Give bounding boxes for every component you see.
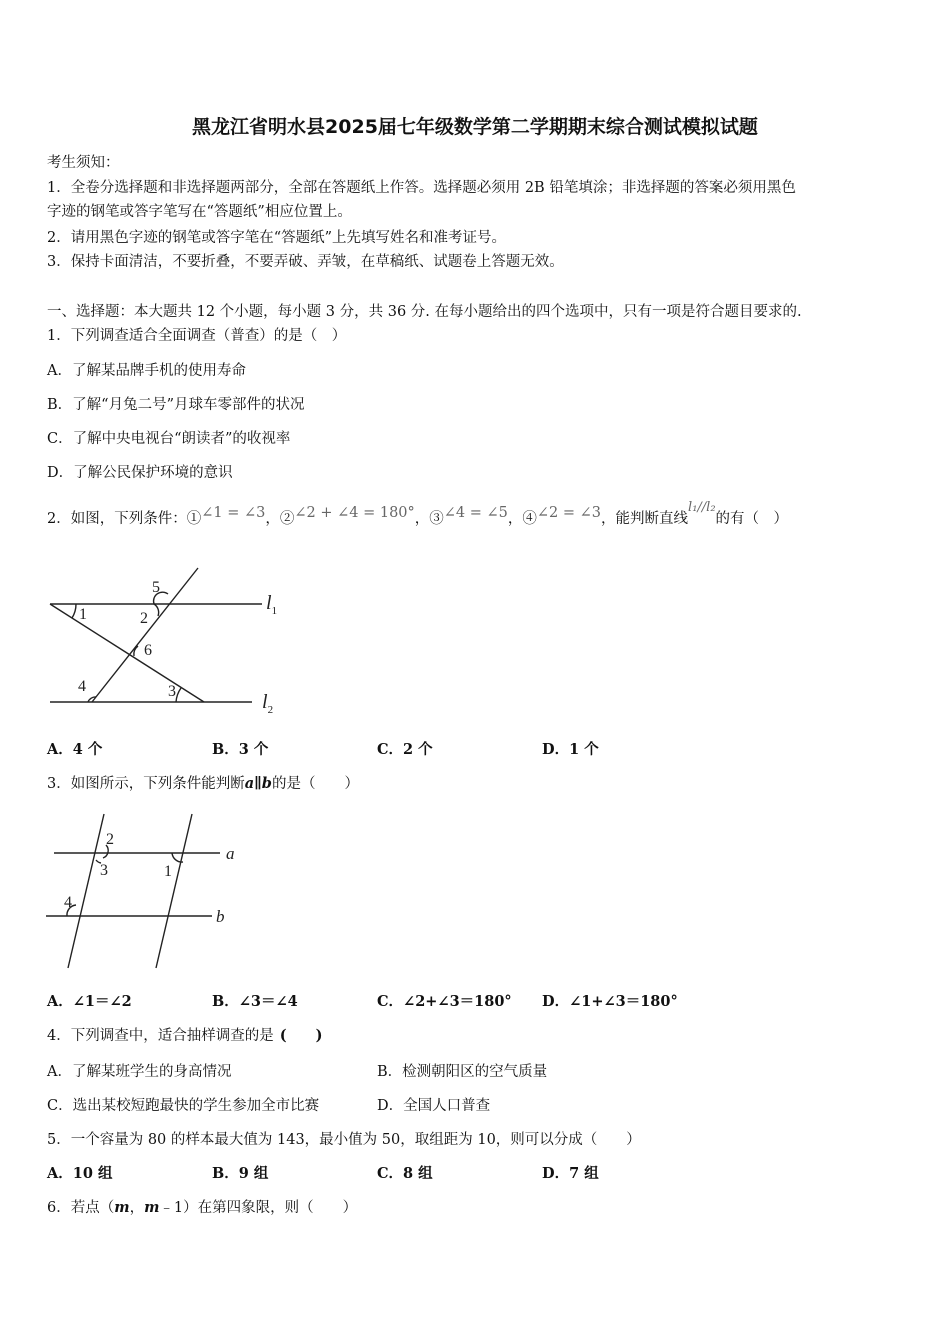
q4-stem-paren: ( ) [279, 1027, 323, 1044]
q2-transversal-1 [50, 604, 204, 702]
q2-angle-arc-1 [72, 604, 76, 618]
q4-stem-text: 4．下列调查中，适合抽样调查的是 [47, 1028, 274, 1044]
q3-label-3: 3 [100, 862, 108, 879]
q2-lines: l₁//l₂ [688, 500, 716, 515]
q3-option-d: D．∠1+∠3＝180° [542, 993, 678, 1010]
q3-label-b: b [216, 907, 225, 926]
q6-var-m-1: m [114, 1199, 130, 1216]
q1-option-a: A．了解某品牌手机的使用寿命 [47, 363, 246, 379]
q3-stem [47, 774, 359, 794]
q2-condition-3: ∠4 = ∠5 [443, 505, 508, 521]
q2-option-c: C．2 个 [377, 741, 433, 758]
q3-transversal-left [68, 814, 104, 968]
notice-item-3: 3．保持卡面清洁，不要折叠，不要弄破、弄皱，在草稿纸、试题卷上答题无效。 [47, 254, 564, 270]
q4-option-d: D．全国人口普查 [377, 1098, 491, 1114]
q2-stem-prefix: 2．如图，下列条件：① [47, 511, 202, 527]
q3-figure [40, 810, 240, 975]
q6-var-m-2: m [144, 1199, 160, 1216]
q2-sep-3: ，③ [414, 511, 444, 527]
q1-stem: 1．下列调查适合全面调查（普查）的是（ ） [47, 328, 347, 344]
q4-stem [47, 1026, 322, 1046]
q3-label-1: 1 [164, 863, 172, 880]
notice-item-2: 2．请用黑色字迹的钢笔或答字笔在“答题纸”上先填写姓名和准考证号。 [47, 230, 507, 246]
q2-stem [47, 500, 789, 530]
q2-figure [40, 560, 300, 720]
q1-option-c: C．了解中央电视台“朗读者”的收视率 [47, 431, 291, 447]
q2-sep-4: ，④ [507, 511, 537, 527]
q2-label-2: 2 [140, 610, 148, 627]
q5-option-c: C．8 组 [377, 1165, 433, 1182]
q5-option-a: A．10 组 [47, 1165, 113, 1182]
notice-heading: 考生须知： [47, 155, 120, 171]
q3-label-2: 2 [106, 831, 114, 848]
q1-option-b: B．了解“月兔二号”月球车零部件的状况 [47, 397, 305, 413]
q2-transversal-2 [92, 568, 198, 702]
q3-transversal-right [156, 814, 192, 968]
q6-stem [47, 1198, 357, 1218]
q3-stem-suffix: 的是（ ） [271, 776, 359, 792]
q2-condition-4: ∠2 = ∠3 [536, 505, 602, 521]
notice-item-1-line-1: 1．全卷分选择题和非选择题两部分，全部在答题纸上作答。选择题必须用 2B 铅笔填涂；非选择题的答案必须用黑色 [47, 180, 796, 196]
q5-option-b: B．9 组 [212, 1165, 269, 1182]
q2-label-l2: $l_2$ [262, 691, 274, 716]
q2-option-b: B．3 个 [212, 741, 269, 758]
q4-option-a: A．了解某班学生的身高情况 [47, 1064, 232, 1080]
q3-option-c: C．∠2+∠3＝180° [377, 993, 512, 1010]
q2-label-3: 3 [168, 683, 176, 700]
q2-label-l1: $l_1$ [266, 592, 278, 617]
notice-item-1-line-2: 字迹的钢笔或答字笔写在“答题纸”相应位置上。 [47, 204, 352, 220]
q2-mid: ，能判断直线 [601, 511, 689, 527]
q2-label-4: 4 [78, 678, 86, 695]
q3-option-a: A．∠1＝∠2 [47, 993, 132, 1010]
page-title: 黑龙江省明水县2025届七年级数学第二学期期末综合测试模拟试题 [192, 116, 758, 138]
q2-condition-1: ∠1 = ∠3 [201, 505, 266, 521]
q4-option-b: B．检测朝阳区的空气质量 [377, 1064, 548, 1080]
q2-option-a: A．4 个 [47, 741, 103, 758]
q3-stem-prefix: 3．如图所示，下列条件能判断 [47, 776, 245, 792]
q6-stem-suffix: ﹣1）在第四象限，则（ ） [159, 1200, 358, 1216]
q2-suffix: 的有（ ） [715, 511, 789, 527]
q2-angle-arc-3 [176, 688, 181, 702]
q5-option-d: D．7 组 [542, 1165, 599, 1182]
q2-condition-2: ∠2 + ∠4 = 180° [294, 505, 415, 521]
q4-option-c: C．选出某校短跑最快的学生参加全市比赛 [47, 1098, 320, 1114]
q5-stem: 5．一个容量为 80 的样本最大值为 143，最小值为 50，取组距为 10，则可以分成（ ） [47, 1132, 641, 1148]
q6-comma: ， [129, 1200, 145, 1216]
q2-label-6: 6 [144, 642, 152, 659]
q3-option-b: B．∠3＝∠4 [212, 993, 298, 1010]
section-heading: 一、选择题：本大题共 12 个小题，每小题 3 分，共 36 分. 在每小题给出的四个选项中，只有一项是符合题目要求的. [47, 304, 802, 320]
q3-stem-math: a∥b [244, 775, 272, 792]
q2-sep-2: ，② [265, 511, 295, 527]
q2-option-d: D．1 个 [542, 741, 599, 758]
q1-option-d: D．了解公民保护环境的意识 [47, 465, 233, 481]
q2-label-1: 1 [79, 606, 87, 623]
q6-stem-prefix: 6．若点（ [47, 1200, 115, 1216]
q2-angle-arc-2 [154, 604, 159, 616]
q3-label-4: 4 [64, 894, 72, 911]
q2-label-5: 5 [152, 579, 160, 596]
q3-label-a: a [226, 844, 235, 863]
